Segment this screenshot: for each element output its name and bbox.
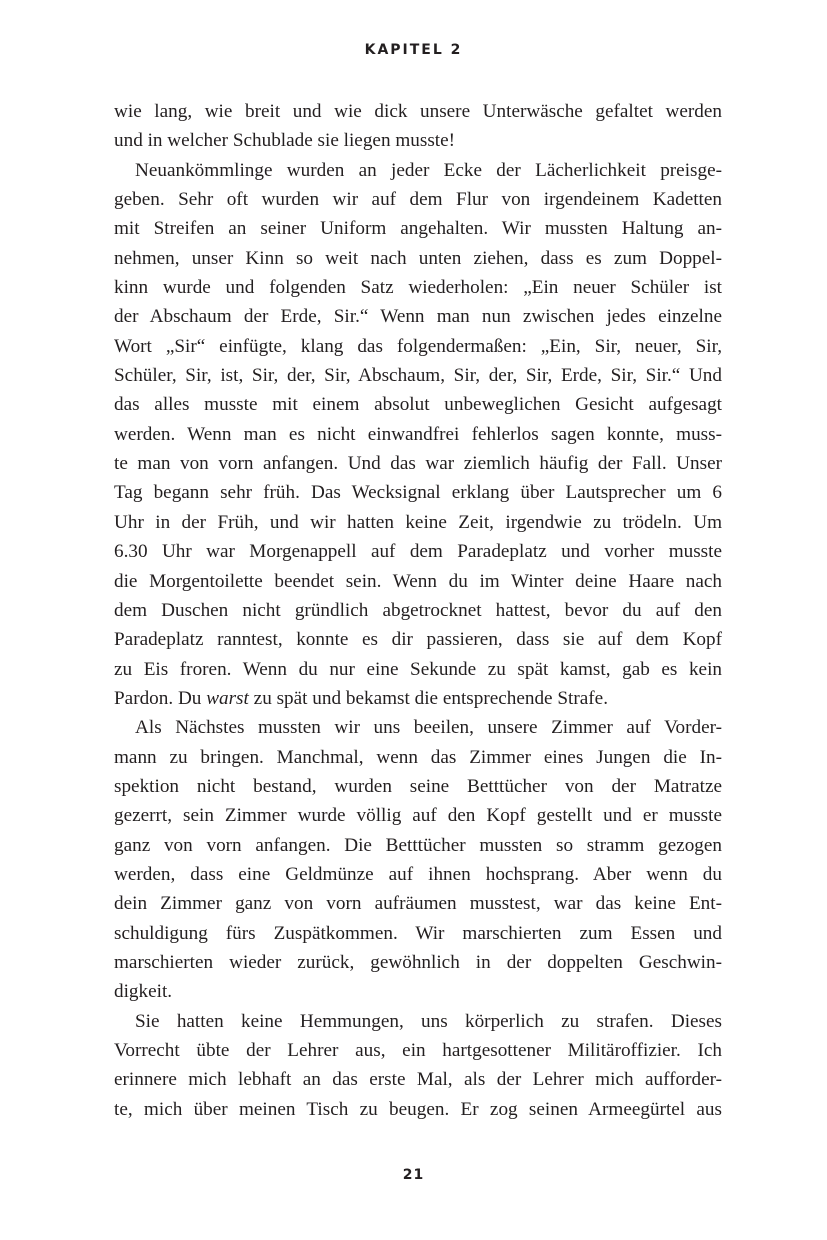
text-line: schuldigung fürs Zuspätkommen. Wir marschierten zum Essen und bbox=[114, 922, 722, 944]
italic-word: warst bbox=[206, 687, 249, 709]
text-line: Vorrecht übte der Lehrer aus, ein hartgesottener Militäroffizier. Ich bbox=[114, 1040, 722, 1061]
text-line: Sie hatten keine Hemmungen, uns körperlich zu strafen. Dieses bbox=[135, 1010, 722, 1032]
text-line: mit Streifen an seiner Uniform angehalten. Wir mussten Haltung an- bbox=[114, 218, 722, 240]
text-line: te, mich über meinen Tisch zu beugen. Er zog seinen Armeegürtel aus bbox=[114, 1098, 722, 1120]
text-line: erinnere mich lebhaft an das erste Mal, als der Lehrer mich aufforder- bbox=[114, 1069, 722, 1091]
text-line: das alles musste mit einem absolut unbeweglichen Gesicht aufgesagt bbox=[114, 394, 722, 416]
text-line: ganz von vorn anfangen. Die Betttücher mussten so stramm gezogen bbox=[114, 834, 722, 856]
text-line: te man von vorn anfangen. Und das war ziemlich häufig der Fall. Unser bbox=[114, 453, 722, 475]
text-line: gezerrt, sein Zimmer wurde völlig auf den Kopf gestellt und er musste bbox=[114, 805, 722, 827]
text-line: Neuankömmlinge wurden an jeder Ecke der Lächerlichkeit preisge- bbox=[135, 159, 722, 181]
text-line: der Abschaum der Erde, Sir.“ Wenn man nun zwischen jedes einzelne bbox=[114, 306, 722, 328]
running-head: KAPITEL 2 bbox=[364, 42, 463, 58]
text-line: zu Eis froren. Wenn du nur eine Sekunde zu spät kamst, gab es kein bbox=[114, 658, 722, 680]
text-line: und in welcher Schublade sie liegen musste! bbox=[114, 130, 456, 152]
text-line: geben. Sehr oft wurden wir auf dem Flur von irgendeinem Kadetten bbox=[114, 189, 722, 211]
text-line: Schüler, Sir, ist, Sir, der, Sir, Abschaum, Sir, der, Sir, Erde, Sir, Sir.“ Und bbox=[114, 365, 722, 387]
text-line: wie lang, wie breit und wie dick unsere Unterwäsche gefaltet werden bbox=[114, 101, 722, 122]
paragraph bbox=[114, 1007, 722, 1124]
text-segment: zu spät und bekamst die entsprechende Strafe. bbox=[248, 687, 608, 709]
text-line: dem Duschen nicht gründlich abgetrocknet hattest, bevor du auf den bbox=[114, 599, 722, 621]
text-line: Uhr in der Früh, und wir hatten keine Zeit, irgendwie zu trödeln. Um bbox=[114, 511, 722, 533]
text-line: Paradeplatz ranntest, konnte es dir passieren, dass sie auf dem Kopf bbox=[114, 629, 722, 651]
paragraph bbox=[114, 156, 722, 714]
text-line: Als Nächstes mussten wir uns beeilen, unsere Zimmer auf Vorder- bbox=[135, 717, 722, 739]
text-line: 6.30 Uhr war Morgenappell auf dem Paradeplatz und vorher musste bbox=[114, 541, 722, 563]
text-line: marschierten wieder zurück, gewöhnlich in der doppelten Geschwin- bbox=[114, 951, 722, 973]
page-number: 21 bbox=[402, 1167, 425, 1183]
text-line: die Morgentoilette beendet sein. Wenn du im Winter deine Haare nach bbox=[114, 570, 722, 592]
body-text bbox=[114, 97, 722, 1124]
text-line: werden. Wenn man es nicht einwandfrei fehlerlos sagen konnte, muss- bbox=[114, 423, 722, 445]
text-line: nehmen, unser Kinn so weit nach unten ziehen, dass es zum Doppel- bbox=[114, 247, 722, 269]
text-line: spektion nicht bestand, wurden seine Betttücher von der Matratze bbox=[114, 775, 722, 797]
text-line: kinn wurde und folgenden Satz wiederholen: „Ein neuer Schüler ist bbox=[114, 277, 722, 299]
paragraph bbox=[114, 97, 722, 156]
text-line: Wort „Sir“ einfügte, klang das folgendermaßen: „Ein, Sir, neuer, Sir, bbox=[114, 335, 722, 357]
paragraph bbox=[114, 713, 722, 1006]
text-line: dein Zimmer ganz von vorn aufräumen musstest, war das keine Ent- bbox=[114, 893, 722, 915]
text-line: werden, dass eine Geldmünze auf ihnen hochsprang. Aber wenn du bbox=[114, 863, 722, 885]
text-segment: Pardon. Du bbox=[114, 687, 207, 709]
text-line: digkeit. bbox=[114, 981, 173, 1003]
text-line: Tag begann sehr früh. Das Wecksignal erklang über Lautsprecher um 6 bbox=[114, 482, 722, 504]
text-line: mann zu bringen. Manchmal, wenn das Zimmer eines Jungen die In- bbox=[114, 746, 722, 768]
text-line bbox=[114, 684, 722, 713]
